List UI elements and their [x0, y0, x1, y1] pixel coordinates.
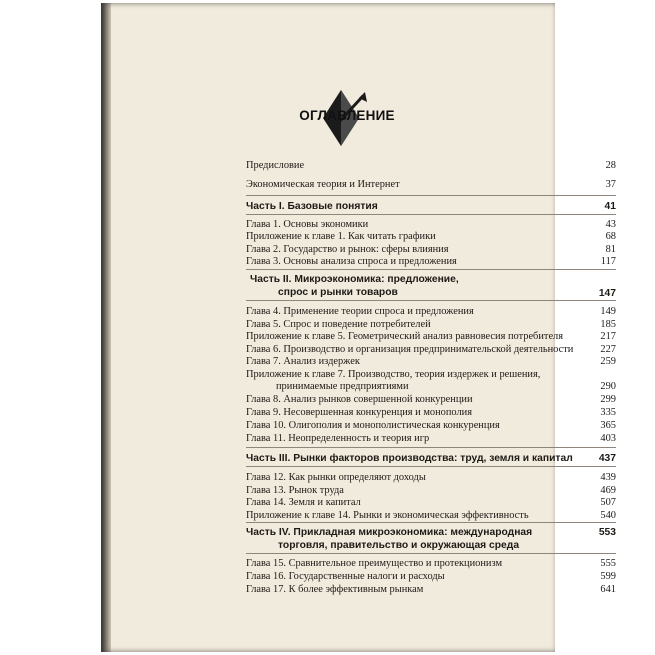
toc-label: Глава 13. Рынок труда: [246, 485, 344, 496]
toc-label: Глава 9. Несовершенная конкуренция и монополия: [246, 407, 473, 418]
toc-page-number: 439: [600, 472, 616, 483]
toc-part-label: Часть III. Рынки факторов производства: труд, земля и капитал: [246, 453, 573, 464]
toc-label: Приложение к главе 5. Геометрический анализ равновесия потребителя: [246, 331, 564, 342]
toc-page-number: 335: [600, 407, 616, 418]
section-divider: [246, 522, 616, 523]
toc-page-number: 217: [600, 331, 616, 342]
toc-row: [246, 369, 616, 393]
toc-label: Глава 5. Спрос и поведение потребителей: [246, 319, 431, 330]
section-divider: [246, 447, 616, 448]
toc-label: Глава 16. Государственные налоги и расходы: [246, 571, 445, 582]
toc-label: Приложение к главе 14. Рынки и экономическая эффективность: [246, 510, 529, 521]
section-divider: [246, 466, 616, 467]
toc-page-number: 553: [598, 527, 616, 538]
toc-page-number: 41: [604, 201, 616, 212]
toc-label: Глава 4. Применение теории спроса и предложения: [246, 306, 474, 317]
toc-page-number: 147: [598, 288, 616, 299]
toc-page-number: 290: [600, 381, 616, 392]
toc-label-continued: принимаемые предприятиями: [276, 381, 409, 392]
toc-page-number: 555: [600, 558, 616, 569]
toc-label: Приложение к главе 7. Производство, теория издержек и решения,: [246, 369, 541, 380]
toc-label: Глава 2. Государство и рынок: сферы влияния: [246, 244, 449, 255]
toc-page-number: 259: [600, 356, 616, 367]
toc-page-number: 149: [600, 306, 616, 317]
toc-page-number: 227: [600, 344, 616, 355]
title-emblem: [281, 88, 411, 148]
toc-page-number: 43: [605, 219, 616, 230]
toc-page-number: 299: [600, 394, 616, 405]
toc-page-number: 365: [600, 420, 616, 431]
toc-label: Глава 12. Как рынки определяют доходы: [246, 472, 426, 483]
toc-page-number: 469: [600, 485, 616, 496]
toc-label: Глава 3. Основы анализа спроса и предложения: [246, 256, 457, 267]
book-page: [101, 3, 616, 652]
section-divider: [246, 214, 616, 215]
toc-label: Глава 1. Основы экономики: [246, 219, 369, 230]
toc-part-row: [246, 274, 616, 302]
toc-label: Глава 11. Неопределенность и теория игр: [246, 433, 430, 444]
toc-label: Глава 10. Олигополия и монополистическая конкуренция: [246, 420, 500, 431]
toc-page-number: 507: [600, 497, 616, 508]
toc-label: Глава 7. Анализ издержек: [246, 356, 360, 367]
toc-page-number: 641: [600, 584, 616, 595]
toc-label: Глава 14. Земля и капитал: [246, 497, 361, 508]
toc-page-number: 403: [600, 433, 616, 444]
toc-page-number: 28: [605, 160, 616, 171]
toc-label: Глава 17. К более эффективным рынкам: [246, 584, 424, 595]
toc-label: Экономическая теория и Интернет: [246, 179, 400, 190]
toc-part-label: Часть IV. Прикладная микроэкономика: международная: [246, 527, 533, 538]
toc-label: Приложение к главе 1. Как читать графики: [246, 231, 436, 242]
section-divider: [246, 195, 616, 196]
toc-page-number: 68: [605, 231, 616, 242]
section-divider: [246, 553, 616, 554]
toc-page-number: 599: [600, 571, 616, 582]
toc-label: Предисловие: [246, 160, 305, 171]
toc-page-number: 437: [598, 453, 616, 464]
toc-page-number: 37: [605, 179, 616, 190]
toc-part-label-continued: спрос и рынки товаров: [278, 287, 398, 298]
toc-part-label: Часть II. Микроэкономика: предложение,: [250, 274, 459, 285]
toc-part-label-continued: торговля, правительство и окружающая среда: [278, 540, 520, 551]
toc-page-number: 185: [600, 319, 616, 330]
page-title: ОГЛАВЛЕНИЕ: [299, 108, 395, 123]
section-divider: [246, 300, 616, 301]
toc-label: Глава 15. Сравнительное преимущество и протекционизм: [246, 558, 503, 569]
toc-part-label: Часть I. Базовые понятия: [246, 201, 378, 212]
section-divider: [246, 269, 616, 270]
toc-page-number: 81: [605, 244, 616, 255]
toc-part-row: [246, 527, 616, 555]
toc-page-number: 540: [600, 510, 616, 521]
toc-page-number: 117: [600, 256, 616, 267]
toc-label: Глава 6. Производство и организация предпринимательской деятельности: [246, 344, 574, 355]
toc-label: Глава 8. Анализ рынков совершенной конкуренции: [246, 394, 473, 405]
